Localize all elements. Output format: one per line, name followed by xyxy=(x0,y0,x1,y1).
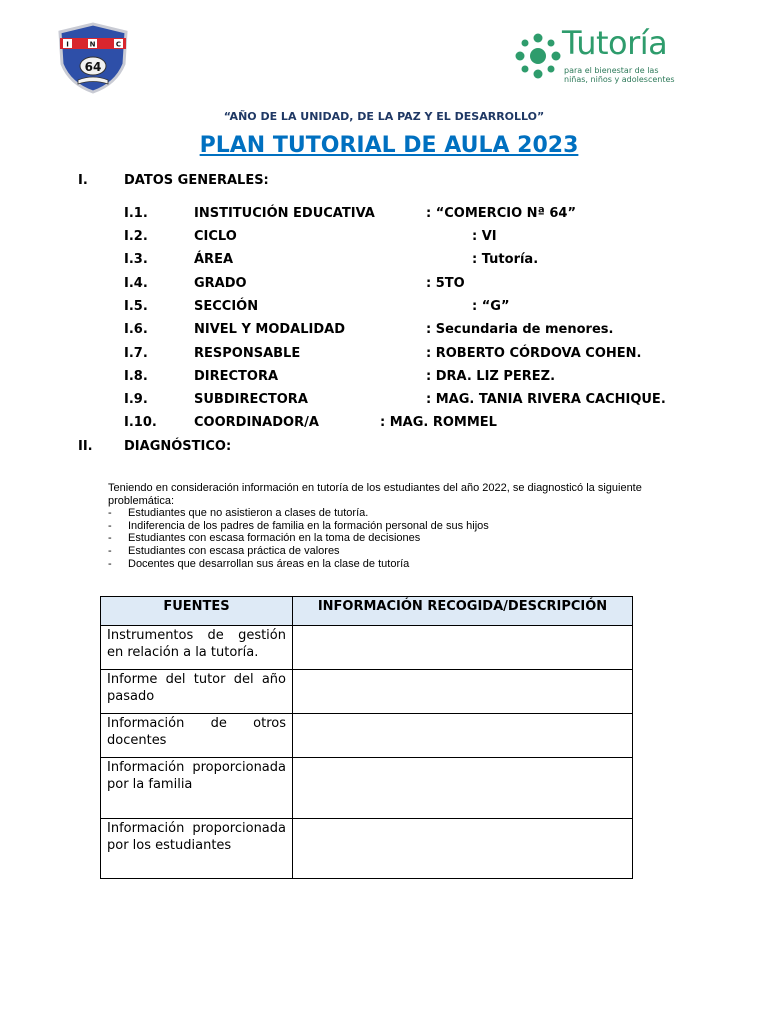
item-number: I.9. xyxy=(124,392,148,407)
section-label: DATOS GENERALES: xyxy=(124,173,269,188)
school-crest-logo xyxy=(54,22,132,94)
item-number: I.2. xyxy=(124,229,148,244)
svg-text:I: I xyxy=(66,40,69,49)
item-value: : Secundaria de menores. xyxy=(426,322,614,337)
diagnostic-text xyxy=(108,482,688,570)
item-key: DIRECTORA xyxy=(194,369,279,384)
item-value: : DRA. LIZ PEREZ. xyxy=(426,369,556,384)
svg-text:C: C xyxy=(115,40,122,49)
info-cell[interactable] xyxy=(293,714,633,758)
svg-text:N: N xyxy=(89,40,96,49)
source-cell: Información proporcionada por los estudiantes xyxy=(101,819,293,879)
item-key: ÁREA xyxy=(194,252,234,267)
list-item: - Estudiantes con escasa práctica de valores xyxy=(108,545,688,558)
sources-table xyxy=(100,596,633,879)
document-title: PLAN TUTORIAL DE AULA 2023 xyxy=(199,133,579,158)
tutoria-dots-icon xyxy=(514,32,562,80)
table-row xyxy=(101,758,633,819)
item-number: I.10. xyxy=(124,415,157,430)
item-value: : MAG. ROMMEL xyxy=(380,415,497,430)
item-value: : “G” xyxy=(472,299,510,314)
general-data-row xyxy=(0,276,768,294)
item-key: COORDINADOR/A xyxy=(194,415,319,430)
tutoria-logo-subtitle xyxy=(564,66,675,84)
list-item: - Estudiantes que no asistieron a clases de tutoría. xyxy=(108,507,688,520)
item-number: I.3. xyxy=(124,252,148,267)
tutoria-logo xyxy=(514,24,675,92)
general-data-row xyxy=(0,206,768,224)
list-item: - Indiferencia de los padres de familia en la formación personal de sus hijos xyxy=(108,520,688,533)
table-row xyxy=(101,626,633,670)
item-value: : Tutoría. xyxy=(472,252,539,267)
tutoria-subtitle-line2: niñas, niños y adolescentes xyxy=(564,75,675,84)
general-data-row xyxy=(0,229,768,247)
general-data-row xyxy=(0,299,768,317)
item-key: NIVEL Y MODALIDAD xyxy=(194,322,346,337)
info-cell[interactable] xyxy=(293,626,633,670)
table-row xyxy=(101,819,633,879)
general-data-row xyxy=(0,252,768,270)
item-key: GRADO xyxy=(194,276,247,291)
item-number: I.6. xyxy=(124,322,148,337)
section-label: DIAGNÓSTICO: xyxy=(124,439,232,454)
item-key: RESPONSABLE xyxy=(194,346,301,361)
item-number: I.7. xyxy=(124,346,148,361)
info-cell[interactable] xyxy=(293,670,633,714)
item-value: : MAG. TANIA RIVERA CACHIQUE. xyxy=(426,392,666,407)
diagnostic-intro: Teniendo en consideración información en tutoría de los estudiantes del año 2022, se diagnosticó la siguiente problemática: xyxy=(108,482,642,507)
header-fuentes: FUENTES xyxy=(101,597,293,626)
tutoria-logo-title: Tutoría xyxy=(562,24,668,62)
year-motto: “AÑO DE LA UNIDAD, DE LA PAZ Y EL DESARROLLO” xyxy=(223,110,545,123)
source-cell: Informe del tutor del año pasado xyxy=(101,670,293,714)
general-data-row xyxy=(0,346,768,364)
tutoria-subtitle-line1: para el bienestar de las xyxy=(564,66,659,75)
table-header-row xyxy=(101,597,633,626)
list-item: - Estudiantes con escasa formación en la toma de decisiones xyxy=(108,532,688,545)
table-row xyxy=(101,714,633,758)
section-number: I. xyxy=(78,173,88,188)
item-number: I.5. xyxy=(124,299,148,314)
general-data-row xyxy=(0,369,768,387)
source-cell: Información de otros docentes xyxy=(101,714,293,758)
item-number: I.8. xyxy=(124,369,148,384)
source-cell: Información proporcionada por la familia xyxy=(101,758,293,819)
general-data-row xyxy=(0,322,768,340)
item-value: : VI xyxy=(472,229,497,244)
item-number: I.4. xyxy=(124,276,148,291)
item-key: SECCIÓN xyxy=(194,299,259,314)
item-key: SUBDIRECTORA xyxy=(194,392,308,407)
item-key: CICLO xyxy=(194,229,237,244)
section-number: II. xyxy=(78,439,93,454)
general-data-row xyxy=(0,415,768,433)
item-key: INSTITUCIÓN EDUCATIVA xyxy=(194,206,375,221)
table-row xyxy=(101,670,633,714)
item-value: : 5TO xyxy=(426,276,465,291)
diagnostic-list xyxy=(108,507,688,570)
item-number: I.1. xyxy=(124,206,148,221)
item-value: : ROBERTO CÓRDOVA COHEN. xyxy=(426,346,642,361)
source-cell: Instrumentos de gestión en relación a la tutoría. xyxy=(101,626,293,670)
item-value: : “COMERCIO Nª 64” xyxy=(426,206,577,221)
info-cell[interactable] xyxy=(293,758,633,819)
svg-text:64: 64 xyxy=(84,60,102,74)
info-cell[interactable] xyxy=(293,819,633,879)
general-data-row xyxy=(0,392,768,410)
header-informacion: INFORMACIÓN RECOGIDA/DESCRIPCIÓN xyxy=(293,597,633,626)
list-item: - Docentes que desarrollan sus áreas en la clase de tutoría xyxy=(108,558,688,571)
